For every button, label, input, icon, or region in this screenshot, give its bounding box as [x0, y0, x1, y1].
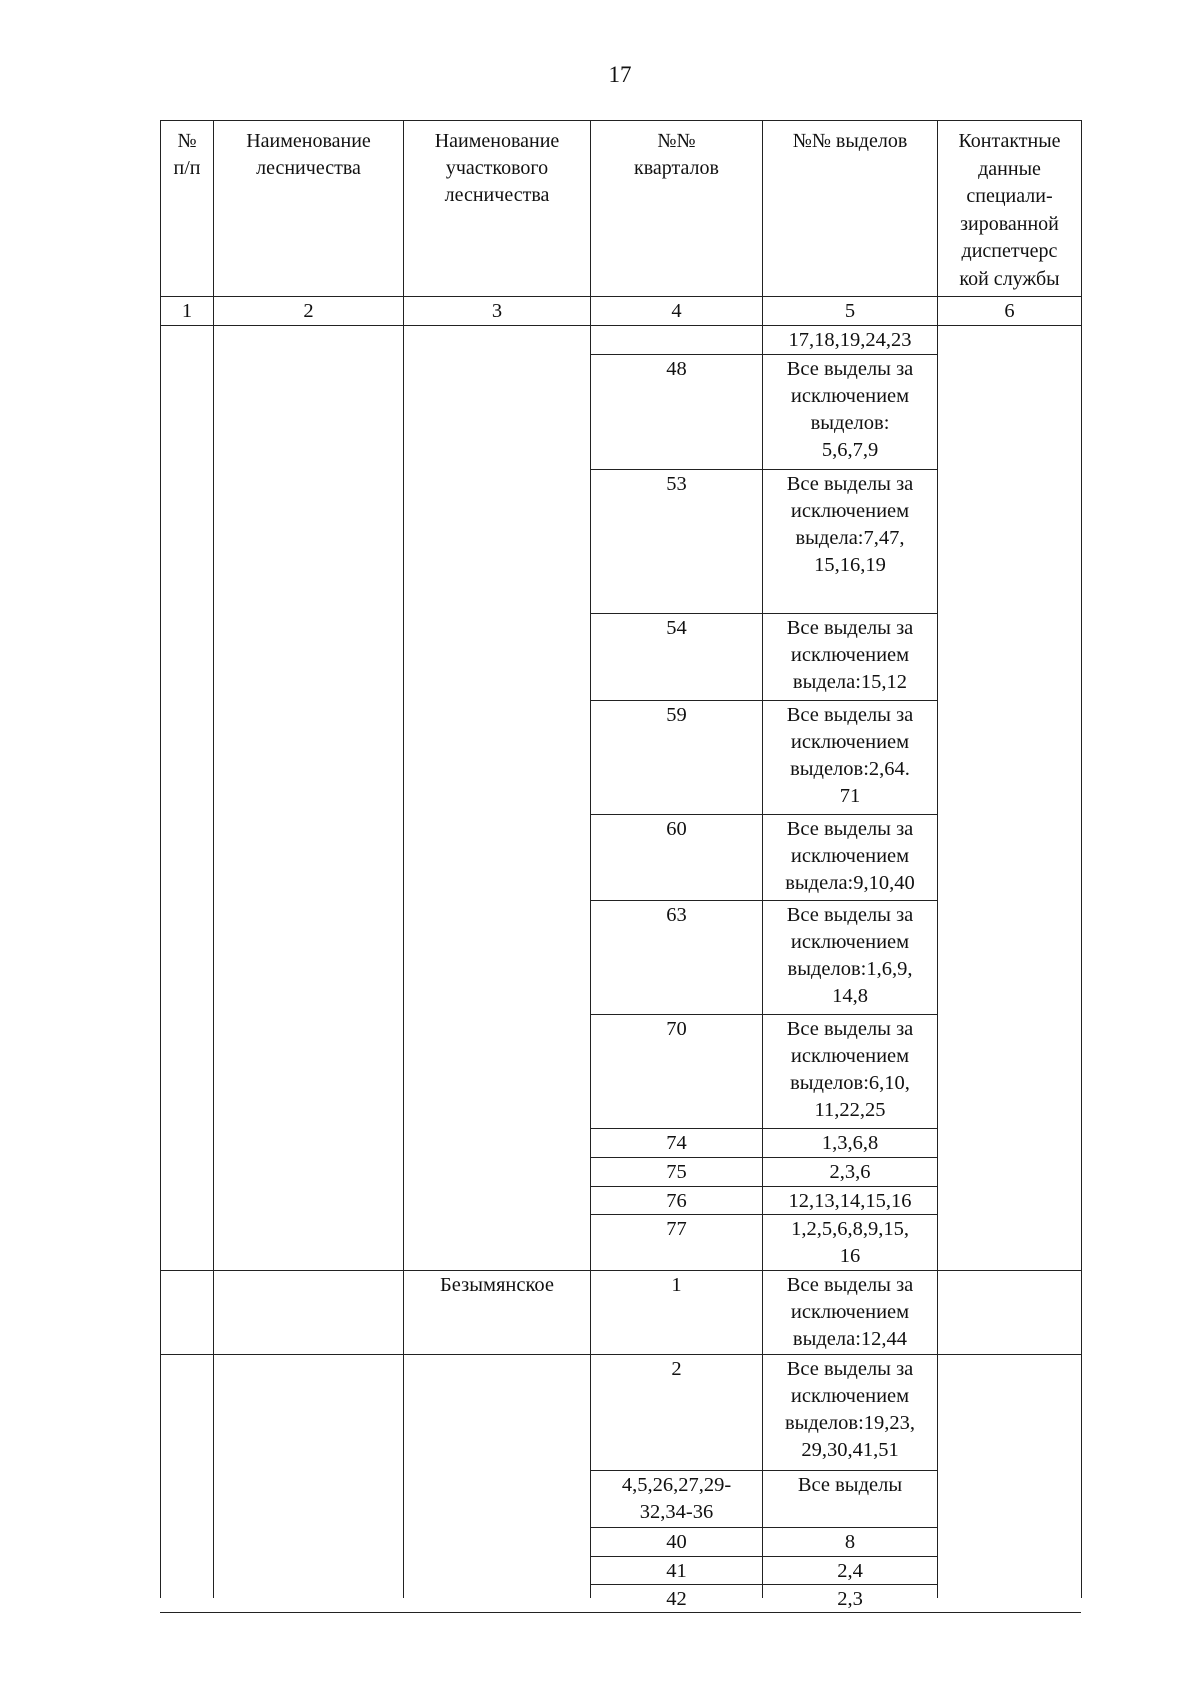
quarter-cell: 2 [671, 1358, 682, 1380]
row-line [590, 354, 937, 355]
column-divider-2 [403, 120, 404, 1598]
header-cell-number: № п/п [173, 130, 201, 179]
allotment-cell: Все выделы за исключением выделов: 5,6,7,9 [786, 358, 914, 461]
allotment-cell: Все выделы за исключением выделов:2,64. 71 [786, 704, 914, 807]
column-number: 4 [671, 300, 682, 322]
table-border-top [160, 120, 1081, 121]
allotment-cell: Все выделы за исключением выдела:9,10,40 [785, 818, 915, 894]
row-line [590, 469, 937, 470]
quarter-cell: 1 [671, 1274, 682, 1296]
allotment-cell: Все выделы за исключением выдела:12,44 [786, 1274, 914, 1350]
row-line [590, 900, 937, 901]
allotment-cell: 2,4 [837, 1560, 863, 1582]
header-cell-allotments: №№ выделов [792, 130, 908, 152]
allotment-cell: 8 [844, 1531, 856, 1553]
allotment-cell: 12,13,14,15,16 [788, 1190, 912, 1212]
row-line [590, 1527, 937, 1528]
column-divider-1 [213, 120, 214, 1598]
allotment-cell: 17,18,19,24,23 [788, 329, 912, 351]
allotment-cell: 2,3,6 [829, 1161, 871, 1183]
row-line [590, 1186, 937, 1187]
column-number: 5 [844, 300, 856, 322]
quarter-cell: 48 [666, 358, 687, 380]
quarter-cell: 74 [666, 1132, 687, 1154]
header-cell-quarters: №№ кварталов [634, 130, 719, 179]
header-cell-forestry: Наименование лесничества [246, 130, 371, 179]
table-border-right [1081, 120, 1082, 1598]
row-line [590, 814, 937, 815]
page-number: 17 [608, 62, 632, 87]
quarter-cell: 40 [666, 1531, 687, 1553]
quarter-cell: 60 [666, 818, 687, 840]
allotment-cell: Все выделы за исключением выделов:6,10, 11,22,25 [786, 1018, 914, 1121]
row-line [590, 700, 937, 701]
district-forestry-cell: Безымянское [440, 1274, 554, 1296]
quarter-cell: 75 [666, 1161, 687, 1183]
header-cell-district-forestry: Наименование участкового лесничества [434, 130, 560, 206]
number-row-bottom-line [160, 325, 1081, 326]
row-line [590, 1556, 937, 1557]
allotment-cell: 1,2,5,6,8,9,15, 16 [791, 1218, 909, 1267]
quarter-cell: 54 [666, 617, 687, 639]
allotment-cell: 1,3,6,8 [821, 1132, 879, 1154]
allotment-cell: Все выделы за исключением выделов:1,6,9, 14,8 [786, 904, 914, 1007]
quarter-cell: 42 [666, 1588, 687, 1610]
allotment-cell: Все выделы за исключением выделов:19,23, 29,30,41,51 [784, 1358, 916, 1461]
row-line [590, 1157, 937, 1158]
allotment-cell: Все выделы [797, 1474, 903, 1496]
row-line [590, 1470, 937, 1471]
quarter-cell: 53 [666, 473, 687, 495]
column-divider-5 [937, 120, 938, 1598]
row-line [590, 1128, 937, 1129]
column-divider-4 [762, 120, 763, 1598]
column-divider-3 [590, 120, 591, 1598]
row-line [590, 613, 937, 614]
row-line [590, 1014, 937, 1015]
column-number: 1 [181, 300, 193, 322]
quarter-cell: 63 [666, 904, 687, 926]
column-number: 3 [491, 300, 503, 322]
quarter-cell: 76 [666, 1190, 687, 1212]
table-border-left [160, 120, 161, 1598]
allotment-cell: Все выделы за исключением выдела:15,12 [786, 617, 914, 693]
quarter-cell: 70 [666, 1018, 687, 1040]
allotment-cell: 2,3 [837, 1588, 863, 1610]
allotment-cell: Все выделы за исключением выдела:7,47, 15,16,19 [786, 473, 914, 576]
column-number: 2 [303, 300, 314, 322]
section-divider-2 [160, 1354, 1081, 1355]
quarter-cell: 41 [666, 1560, 687, 1582]
column-number: 6 [1004, 300, 1015, 322]
quarter-cell: 77 [666, 1218, 687, 1240]
quarter-cell: 59 [666, 704, 687, 726]
header-cell-contacts: Контактные данные специали- зированной диспетчерс кой службы [958, 130, 1061, 290]
section-divider-1 [160, 1270, 1081, 1271]
quarter-cell: 4,5,26,27,29- 32,34-36 [621, 1474, 732, 1523]
